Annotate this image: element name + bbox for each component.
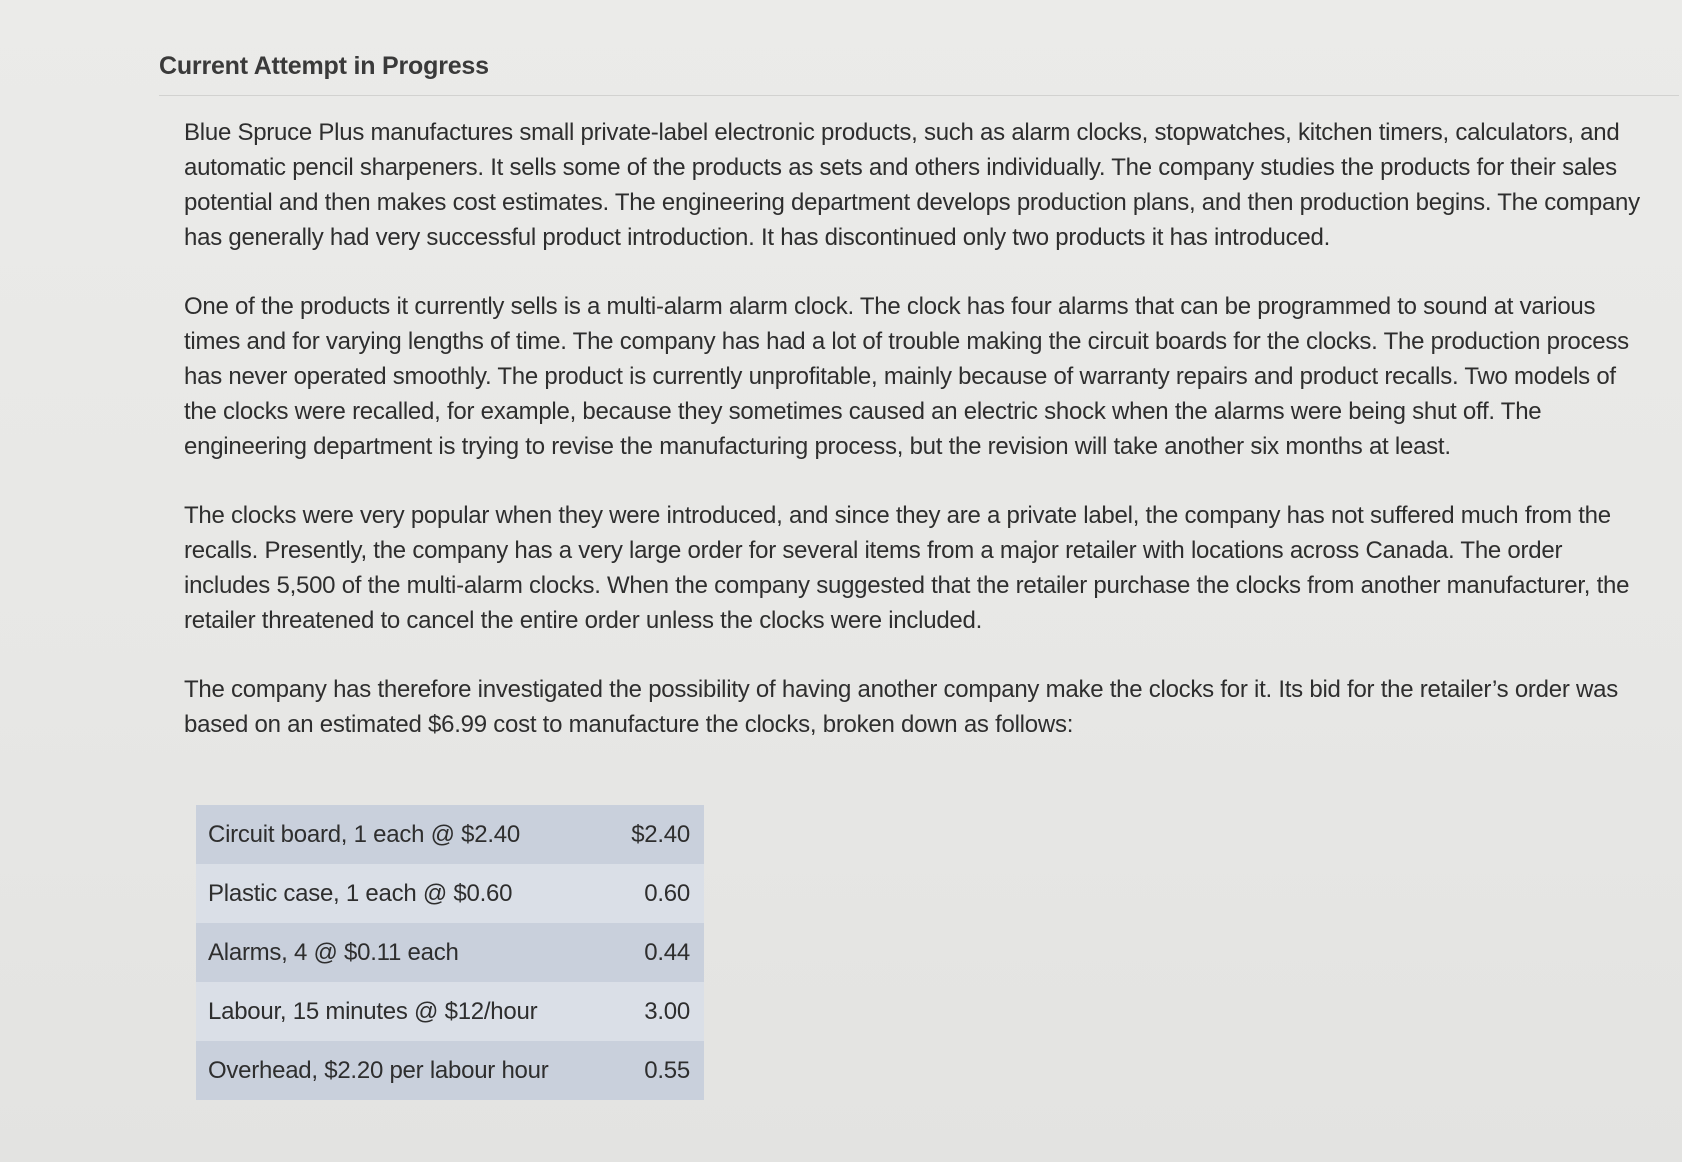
- cost-item-amount: 0.55: [608, 1041, 704, 1100]
- paragraph-intro: Blue Spruce Plus manufactures small private-label electronic products, such as alarm clocks, stopwatches, kitchen timers, calculators, and automatic pencil sharpeners. It sells some of the products as sets and others individually. The company studies the products for their sales potential and then makes cost estimates. The engineering department develops production plans, and then production begins. The company has generally had very successful product introduction. It has discontinued only two products it has introduced.: [184, 119, 1640, 251]
- table-row: [196, 864, 704, 923]
- cost-item-label: Alarms, 4 @ $0.11 each: [196, 923, 608, 982]
- cost-item-label: Circuit board, 1 each @ $2.40: [196, 805, 608, 864]
- paragraph-cost-estimate: The company has therefore investigated the possibility of having another company make the clocks for it. Its bid for the retailer’s order was based on an estimated $6.99 cost to manufacture the clocks, broken down as follows:: [184, 676, 1618, 738]
- table-row: [196, 805, 704, 864]
- cost-item-label: Overhead, $2.20 per labour hour: [196, 1041, 608, 1100]
- cost-item-amount: $2.40: [608, 805, 704, 864]
- page-title: Current Attempt in Progress: [159, 52, 489, 80]
- paragraph-clock-problems: One of the products it currently sells is a multi-alarm alarm clock. The clock has four alarms that can be programmed to sound at various times and for varying lengths of time. The company has had a lot of trouble making the circuit boards for the clocks. The production process has never operated smoothly. The product is currently unprofitable, mainly because of warranty repairs and product recalls. Two models of the clocks were recalled, for example, because they sometimes caused an electric shock when the alarms were being shut off. The engineering department is trying to revise the manufacturing process, but the revision will take another six months at least.: [184, 293, 1629, 460]
- header-divider: [159, 95, 1679, 96]
- table-row: [196, 923, 704, 982]
- problem-text: [184, 115, 1654, 776]
- cost-item-label: Plastic case, 1 each @ $0.60: [196, 864, 608, 923]
- cost-breakdown-table: [196, 805, 704, 1100]
- table-row: [196, 982, 704, 1041]
- cost-item-label: Labour, 15 minutes @ $12/hour: [196, 982, 608, 1041]
- paragraph-retailer-order: The clocks were very popular when they were introduced, and since they are a private label, the company has not suffered much from the recalls. Presently, the company has a very large order for several items from a major retailer with locations across Canada. The order includes 5,500 of the multi-alarm clocks. When the company suggested that the retailer purchase the clocks from another manufacturer, the retailer threatened to cancel the entire order unless the clocks were included.: [184, 502, 1630, 634]
- cost-item-amount: 0.60: [608, 864, 704, 923]
- cost-item-amount: 0.44: [608, 923, 704, 982]
- cost-item-amount: 3.00: [608, 982, 704, 1041]
- table-row: [196, 1041, 704, 1100]
